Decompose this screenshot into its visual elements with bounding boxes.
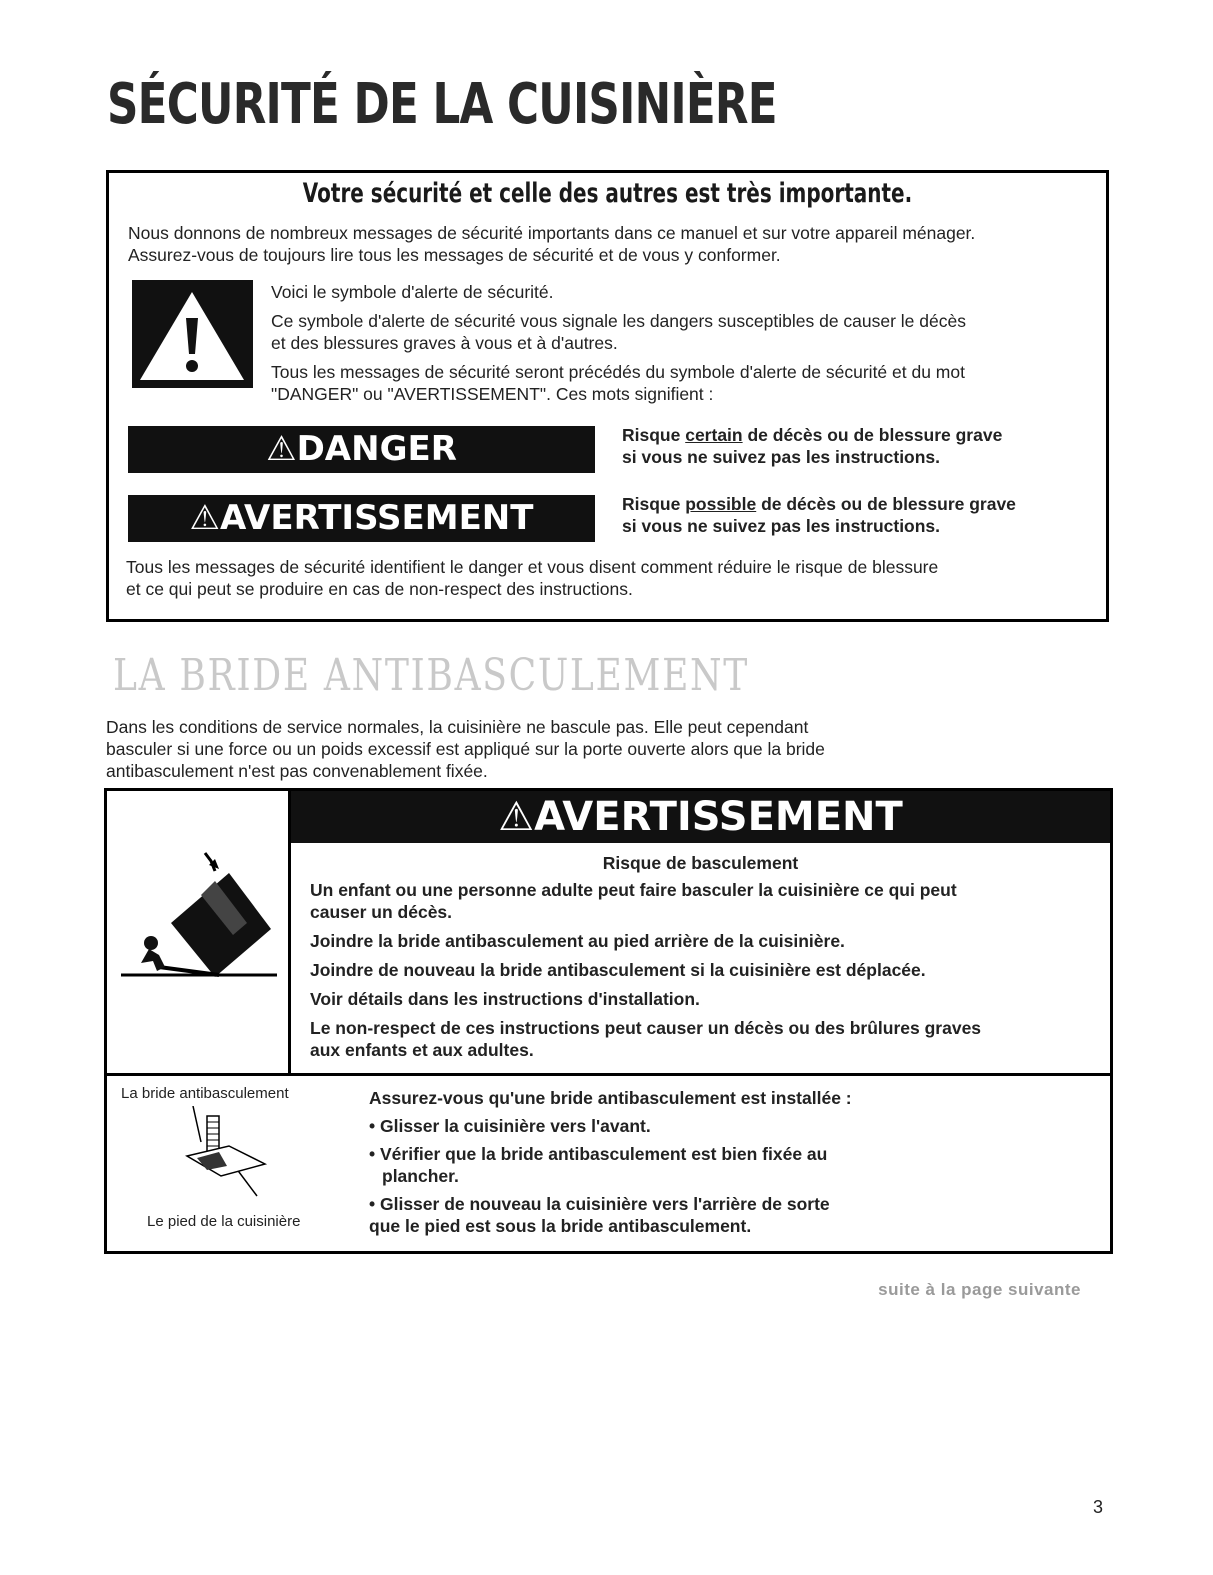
tip-line2: Joindre la bride antibasculement au pied arrière de la cuisinière. — [310, 931, 845, 951]
tip-line5: Le non-respect de ces instructions peut causer un décès ou des brûlures graves — [310, 1018, 982, 1038]
danger-desc-post: de décès ou de blessure grave — [742, 425, 1003, 445]
symbol-desc-line2: et des blessures graves à vous et à d'autres. — [271, 333, 618, 353]
safety-box — [106, 170, 1109, 622]
danger-description — [622, 424, 1002, 468]
safety-intro-line2: Assurez-vous de toujours lire tous les messages de sécurité et de vous y conformer. — [128, 245, 781, 265]
safety-intro-line1: Nous donnons de nombreux messages de sécurité importants dans ce manuel et sur votre appareil ménager. — [128, 223, 976, 243]
page-number: 3 — [1093, 1497, 1104, 1517]
check-heading: Assurez-vous qu'une bride antibasculement est installée : — [369, 1088, 852, 1108]
safety-footer-line1: Tous les messages de sécurité identifient le danger et vous disent comment réduire le risque de blessure — [126, 557, 939, 577]
continue-note: suite à la page suivante — [878, 1280, 1081, 1299]
antitip-bracket-icon — [169, 1106, 289, 1202]
tip-line1: Un enfant ou une personne adulte peut faire basculer la cuisinière ce qui peut — [310, 880, 957, 900]
tip-line5b: aux enfants et aux adultes. — [310, 1040, 534, 1060]
antitip-intro-line3: antibasculement n'est pas convenablement fixée. — [106, 761, 488, 781]
warning-desc-keyword: possible — [685, 494, 757, 514]
bracket-check-list — [369, 1087, 852, 1237]
tip-line1b: causer un décès. — [310, 902, 453, 922]
page-title: SÉCURITÉ DE LA CUISINIÈRE — [107, 72, 777, 137]
safety-intro — [128, 222, 975, 266]
check-bullet2b: plancher. — [382, 1166, 459, 1186]
tip-line4: Voir détails dans les instructions d'installation. — [310, 989, 700, 1009]
messages-line1: Tous les messages de sécurité seront précédés du symbole d'alerte de sécurité et du mot — [271, 362, 965, 382]
tip-warning-text — [310, 879, 981, 1061]
warning-desc-line2: si vous ne suivez pas les instructions. — [622, 516, 941, 536]
tip-line3: Joindre de nouveau la bride antibasculement si la cuisinière est déplacée. — [310, 960, 926, 980]
safety-heading: Votre sécurité et celle des autres est très importante. — [302, 178, 913, 209]
antitip-intro-line2: basculer si une force ou un poids excessif est appliqué sur la porte ouverte alors que la bride — [106, 739, 825, 759]
messages-line2: "DANGER" ou "AVERTISSEMENT". Ces mots signifient : — [271, 384, 714, 404]
symbol-intro: Voici le symbole d'alerte de sécurité. — [271, 282, 554, 302]
safety-alert-icon — [132, 280, 253, 388]
symbol-desc-line1: Ce symbole d'alerte de sécurité vous signale les dangers susceptibles de causer le décès — [271, 311, 966, 331]
danger-label: DANGER — [296, 429, 457, 469]
tip-warning-box — [104, 788, 1113, 1254]
antitip-intro-line1: Dans les conditions de service normales, la cuisinière ne bascule pas. Elle peut cependant — [106, 717, 809, 737]
antitip-section-title: LA BRIDE ANTIBASCULEMENT — [113, 650, 749, 701]
warning-signal-bar — [128, 495, 595, 542]
danger-alert-icon: ⚠ — [266, 429, 297, 469]
danger-desc-pre: Risque — [622, 425, 686, 445]
symbol-description — [271, 281, 966, 405]
check-bullet2: • Vérifier que la bride antibasculement est bien fixée au — [369, 1144, 828, 1164]
safety-footer-line2: et ce qui peut se produire en cas de non-respect des instructions. — [126, 579, 633, 599]
safety-footer — [126, 556, 938, 600]
bracket-label: La bride antibasculement — [121, 1085, 289, 1102]
tip-risk-subtitle: Risque de basculement — [602, 853, 799, 873]
warning-box-divider-horizontal — [107, 1073, 1110, 1076]
warning-description — [622, 493, 1016, 537]
tipping-range-icon — [119, 851, 279, 1011]
tip-warning-alert-icon: ⚠ — [498, 794, 535, 840]
warning-desc-post: de décès ou de blessure grave — [756, 494, 1016, 514]
warning-desc-pre: Risque — [622, 494, 686, 514]
check-bullet3b: que le pied est sous la bride antibasculement. — [369, 1216, 752, 1236]
foot-label: Le pied de la cuisinière — [147, 1213, 301, 1230]
warning-alert-icon: ⚠ — [189, 498, 221, 538]
warning-label: AVERTISSEMENT — [220, 498, 534, 538]
danger-desc-keyword: certain — [685, 425, 743, 445]
tip-warning-label: AVERTISSEMENT — [534, 794, 903, 840]
danger-desc-line2: si vous ne suivez pas les instructions. — [622, 447, 941, 467]
danger-signal-bar — [128, 426, 595, 473]
antitip-intro — [106, 716, 825, 782]
tip-warning-signal-bar — [291, 791, 1110, 843]
check-bullet3: • Glisser de nouveau la cuisinière vers l'arrière de sorte — [369, 1194, 830, 1214]
check-bullet1: • Glisser la cuisinière vers l'avant. — [369, 1116, 651, 1136]
